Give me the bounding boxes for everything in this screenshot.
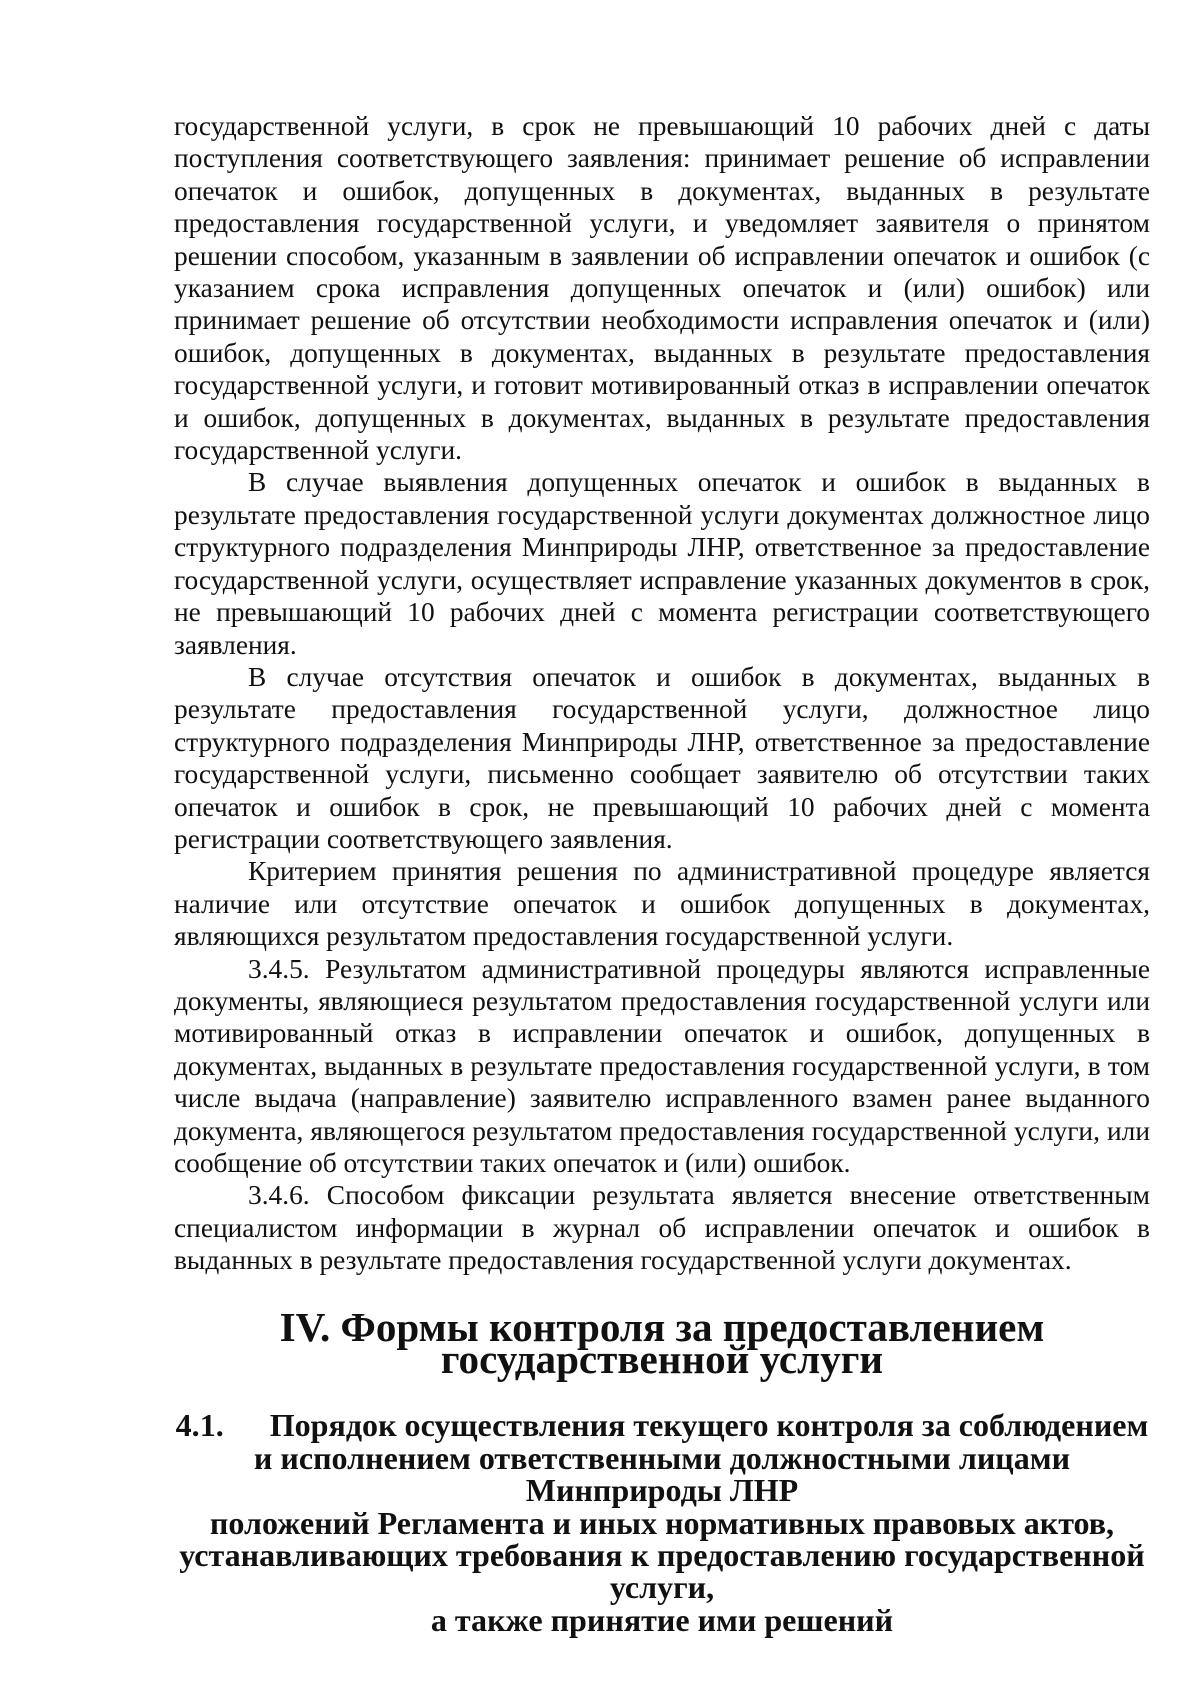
paragraph-3-4-5: 3.4.5. Результатом административной процедуры являются исправленные документы, являющиеся результатом предоставления государственной услуги или мотивированный отказ в исправлении опечаток и ошибок, допущенных в документах, выданных в результате предоставления государственной услуги, в том числе выдача (направление) заявителю исправленного взамен ранее выданного документа, являющегося результатом предоставления государственной услуги, или сообщение об отсутствии таких опечаток и (или) ошибок. [174, 953, 1150, 1178]
subsection-heading-line-2: и исполнением ответственными должностными лицами Минприроды ЛНР [253, 1439, 1071, 1509]
subsection-heading-line-4: устанавливающих требования к предоставлению государственной услуги, [179, 1537, 1145, 1606]
subsection-title-text: Порядок осуществления текущего контроля за соблюдением [269, 1407, 1149, 1444]
subsection-heading [174, 1409, 1150, 1636]
subsection-heading-line-3: положений Регламента и иных нормативных правовых актов, [209, 1504, 1115, 1541]
paragraph-decision-criterion: Критерием принятия решения по административной процедуре является наличие или отсутствие опечаток и ошибок допущенных в документах, являющихся результатом предоставления государственной услуги. [174, 856, 1150, 952]
paragraph-errors-found: В случае выявления допущенных опечаток и ошибок в выданных в результате предоставления государственной услуги документах должностное лицо структурного подразделения Минприроды ЛНР, ответственное за предоставление государственной услуги, осуществляет исправление указанных документов в срок, не превышающий 10 рабочих дней с момента регистрации соответствующего заявления. [174, 467, 1150, 660]
paragraph-3-4-6: 3.4.6. Способом фиксации результата является внесение ответственным специалистом информации в журнал об исправлении опечаток и ошибок в выданных в результате предоставления государственной услуги документах. [174, 1180, 1150, 1276]
paragraph-continuation: государственной услуги, в срок не превышающий 10 рабочих дней с даты поступления соответствующего заявления: принимает решение об исправлении опечаток и ошибок, допущенных в документах, выданных в результате предоставления государственной услуги, и уведомляет заявителя о принятом решении способом, указанным в заявлении об исправлении опечаток и ошибок (с указанием срока исправления допущенных опечаток и (или) ошибок) или принимает решение об отсутствии необходимости исправления опечаток и (или) ошибок, допущенных в документах, выданных в результате предоставления государственной услуги, и готовит мотивированный отказ в исправлении опечаток и ошибок, допущенных в документах, выданных в результате предоставления государственной услуги. [174, 111, 1150, 466]
subsection-heading-line-1 [174, 1407, 1150, 1444]
document-page [174, 110, 1150, 1636]
subsection-heading-line-5: а также принятие ими решений [430, 1601, 894, 1638]
subsection-number: 4.1. [175, 1407, 224, 1444]
section-heading: IV. Формы контроля за предоставлением государственной услуги [279, 1303, 1045, 1383]
paragraph-no-errors: В случае отсутствия опечаток и ошибок в документах, выданных в результате предоставления государственной услуги, должностное лицо структурного подразделения Минприроды ЛНР, ответственное за предоставление государственной услуги, письменно сообщает заявителю об отсутствии таких опечаток и ошибок в срок, не превышающий 10 рабочих дней с момента регистрации соответствующего заявления. [174, 661, 1150, 854]
